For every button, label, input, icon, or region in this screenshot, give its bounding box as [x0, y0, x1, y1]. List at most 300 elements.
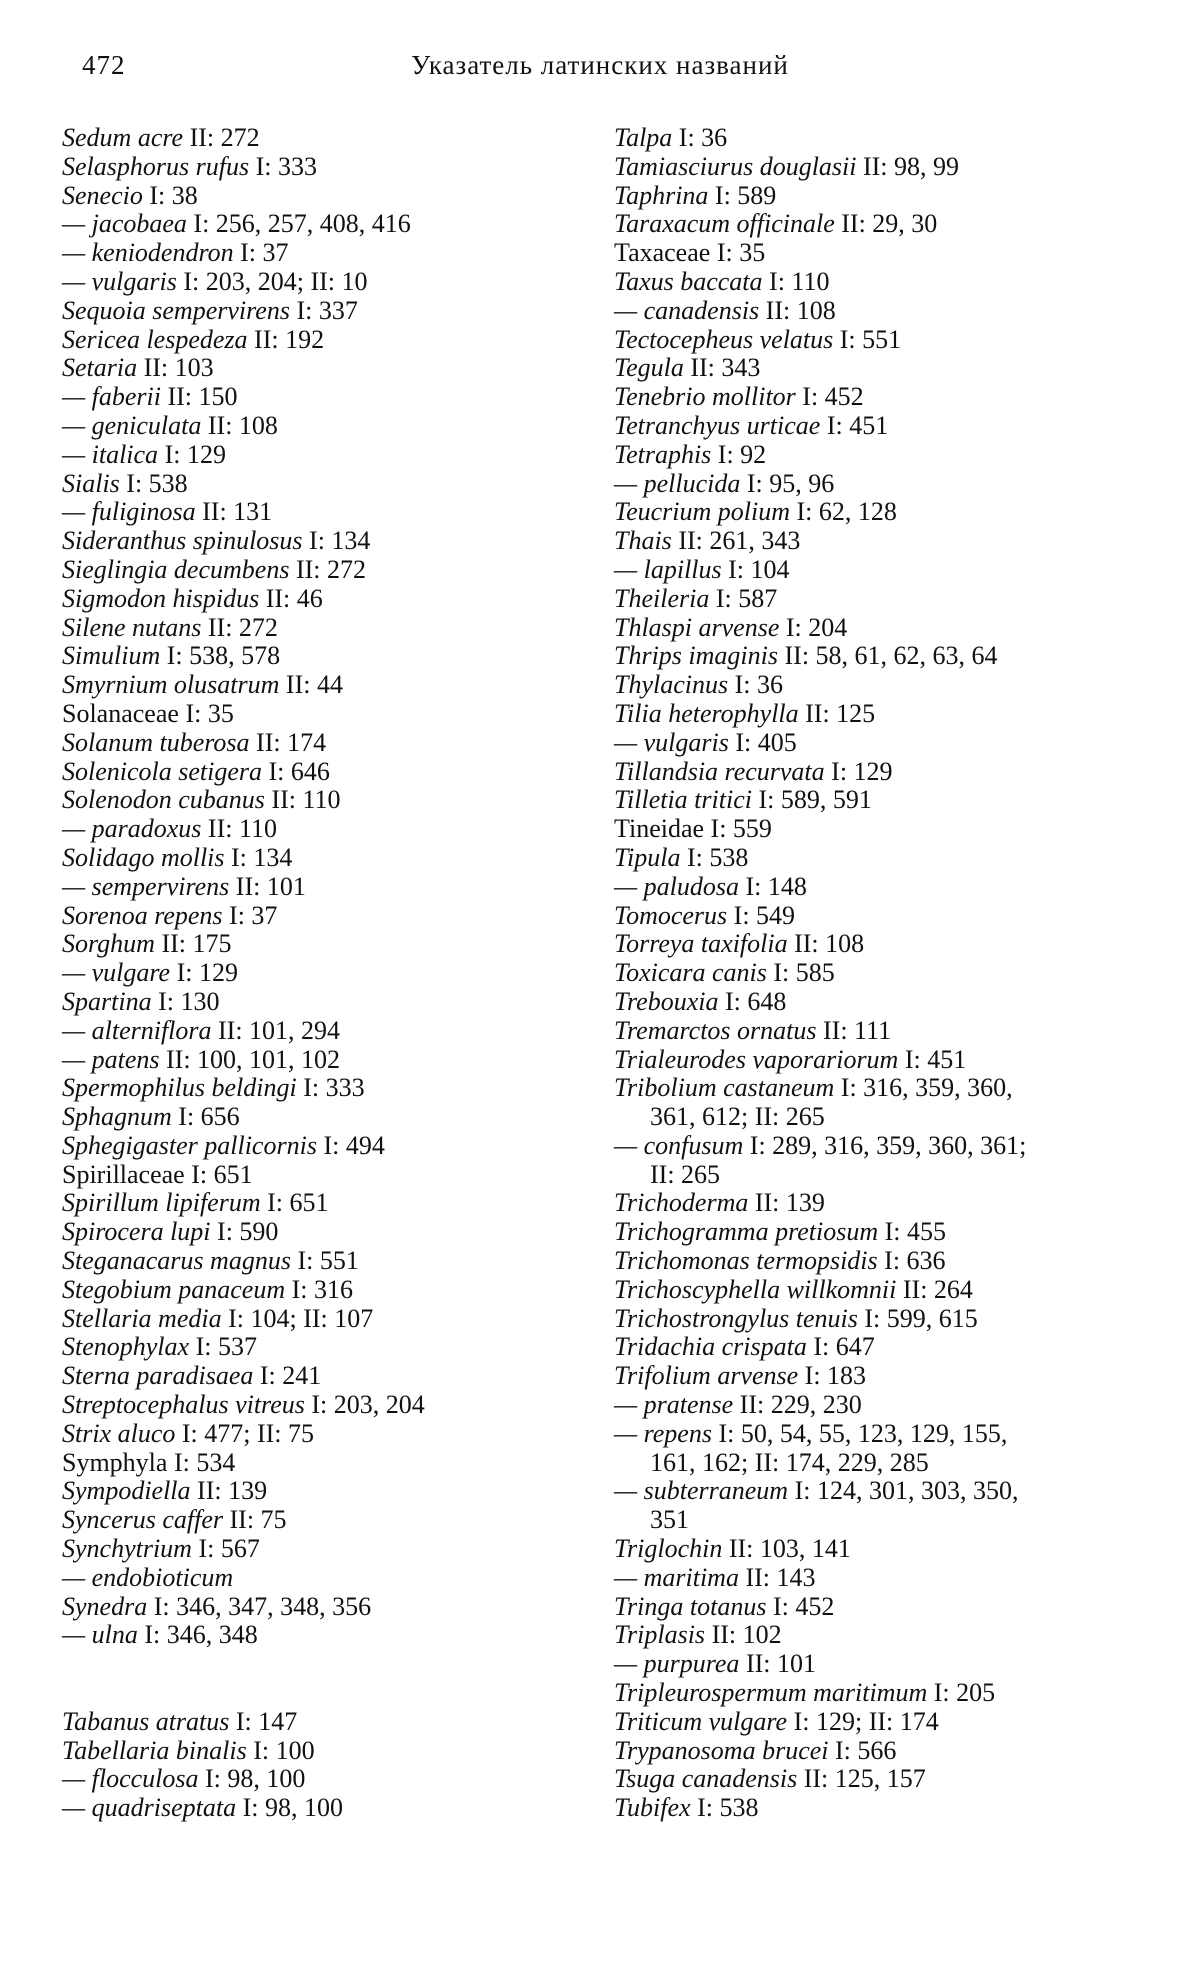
entry-references: I: 148 [738, 871, 807, 901]
entry-references: I: 333 [296, 1073, 365, 1103]
entry-references: II: 125, 157 [797, 1764, 926, 1794]
index-entry [62, 441, 602, 470]
entry-name: — alterniflora [62, 1015, 212, 1045]
entry-name: Sericea lespedeza [62, 324, 248, 354]
entry-name: 361, 612; II: 265 [650, 1102, 825, 1132]
entry-name: Tetranchyus urticae [614, 410, 821, 440]
entry-references: I: 651 [260, 1188, 329, 1218]
entry-name: — fuliginosa [62, 497, 196, 527]
entry-name: Tringa totanus [614, 1591, 767, 1621]
index-entry [614, 585, 1184, 614]
index-entry [62, 1391, 602, 1420]
entry-name: — jacobaea [62, 209, 187, 239]
index-entry [62, 671, 602, 700]
index-entry [62, 1161, 602, 1190]
index-entry [62, 1247, 602, 1276]
index-entry [62, 1449, 602, 1478]
index-entry [614, 1477, 1184, 1506]
entry-name: Tomocerus [614, 900, 728, 930]
entry-name: Solenodon cubanus [62, 785, 265, 815]
entry-name: Sieglingia decumbens [62, 554, 290, 584]
index-entry [614, 326, 1184, 355]
index-entry [62, 556, 602, 585]
entry-name: Trialeurodes vaporariorum [614, 1044, 899, 1074]
entry-name: — vulgaris [62, 266, 177, 296]
index-entry [614, 959, 1184, 988]
entry-references: I: 451 [898, 1044, 967, 1074]
entry-references: I: 534 [167, 1447, 236, 1477]
entry-references: II: 343 [683, 353, 761, 383]
entry-references: II: 139 [190, 1476, 268, 1506]
entry-references: II: 75 [223, 1505, 287, 1535]
index-entry [62, 585, 602, 614]
entry-name: Stellaria media [62, 1303, 222, 1333]
entry-references: I: 559 [704, 814, 772, 844]
entry-name: Taxaceae [614, 238, 711, 268]
entry-references: I: 566 [828, 1735, 897, 1765]
entry-name: Solanaceae [62, 698, 179, 728]
entry-references: I: 405 [728, 727, 797, 757]
entry-references: II: 29, 30 [834, 209, 938, 239]
entry-name: Trebouxia [614, 986, 719, 1016]
entry-references: I: 104; II: 107 [221, 1303, 374, 1333]
index-entry [614, 1161, 1184, 1190]
entry-name: Tabellaria binalis [62, 1735, 247, 1765]
entry-references: I: 455 [878, 1217, 947, 1247]
index-entry [62, 700, 602, 729]
entry-name: — vulgare [62, 958, 171, 988]
index-entry [614, 354, 1184, 383]
index-entry [614, 700, 1184, 729]
entry-name: — keniodendron [62, 238, 234, 268]
entry-name: — maritima [614, 1562, 739, 1592]
index-entry [614, 182, 1184, 211]
index-entry [62, 1103, 602, 1132]
entry-name: Tilia heterophylla [614, 698, 799, 728]
index-entry [614, 902, 1184, 931]
index-entry [62, 930, 602, 959]
entry-references: I: 100 [246, 1735, 315, 1765]
entry-name: Senecio [62, 180, 143, 210]
index-entry [62, 153, 602, 182]
entry-name: Taphrina [614, 180, 709, 210]
index-entry [62, 1017, 602, 1046]
index-entry [62, 210, 602, 239]
entry-references: II: 101, 294 [211, 1015, 341, 1045]
entry-name: Tilletia tritici [614, 785, 752, 815]
entry-name: — pratense [614, 1390, 734, 1420]
entry-name: — subterraneum [614, 1476, 789, 1506]
entry-name: Sphegigaster pallicornis [62, 1130, 317, 1160]
entry-references: I: 452 [766, 1591, 835, 1621]
entry-name: Toxicara canis [614, 958, 767, 988]
index-entry [614, 1276, 1184, 1305]
entry-references: I: 590 [210, 1217, 279, 1247]
entry-references: I: 98, 100 [198, 1764, 306, 1794]
index-entry [62, 239, 602, 268]
entry-name: Thylacinus [614, 670, 729, 700]
entry-references: I: 130 [151, 986, 220, 1016]
index-entry [62, 614, 602, 643]
entry-references: I: 289, 316, 359, 360, 361; [743, 1130, 1027, 1160]
entry-references: I: 110 [762, 266, 830, 296]
entry-references: I: 585 [766, 958, 835, 988]
entry-references: I: 538 [119, 468, 188, 498]
entry-name: Solenicola setigera [62, 756, 263, 786]
entry-name: Sigmodon hispidus [62, 583, 260, 613]
entry-references: I: 551 [290, 1246, 359, 1276]
entry-name: Tegula [614, 353, 684, 383]
entry-name: Stenophylax [62, 1332, 190, 1362]
entry-references: II: 139 [748, 1188, 825, 1218]
index-entry [614, 1593, 1184, 1622]
index-entry [62, 1621, 602, 1650]
index-entry [62, 1420, 602, 1449]
index-entry [614, 383, 1184, 412]
entry-name: Taxus baccata [614, 266, 763, 296]
index-entry [614, 642, 1184, 671]
entry-references: I: 129; II: 174 [787, 1706, 939, 1736]
entry-name: Tribolium castaneum [614, 1073, 835, 1103]
index-entry [614, 1391, 1184, 1420]
entry-references: I: 134 [224, 842, 293, 872]
entry-name: Tremarctos ornatus [614, 1015, 817, 1045]
entry-references: I: 50, 54, 55, 123, 129, 155, [711, 1418, 1008, 1448]
entry-references: I: 337 [289, 295, 358, 325]
index-entry [614, 239, 1184, 268]
entry-references: I: 494 [316, 1130, 385, 1160]
index-entry [614, 1247, 1184, 1276]
page-number: 472 [82, 50, 126, 80]
entry-references: I: 589 [708, 180, 777, 210]
index-entry [614, 815, 1184, 844]
entry-name: Silene nutans [62, 612, 202, 642]
entry-references: II: 174 [249, 727, 327, 757]
entry-name: II: 265 [650, 1159, 721, 1189]
entry-name: Smyrnium olusatrum [62, 670, 280, 700]
entry-references: I: 203, 204 [304, 1390, 425, 1420]
index-entry [614, 441, 1184, 470]
entry-name: Spirocera lupi [62, 1217, 211, 1247]
entry-name: Sphagnum [62, 1102, 172, 1132]
entry-references: II: 58, 61, 62, 63, 64 [778, 641, 998, 671]
entry-references: II: 101 [739, 1649, 816, 1679]
index-entry [62, 470, 602, 499]
entry-references: I: 451 [820, 410, 889, 440]
entry-references: I: 538, 578 [160, 641, 281, 671]
entry-name: Triplasis [614, 1620, 706, 1650]
entry-name: Sorenoa repens [62, 900, 223, 930]
entry-name: Triglochin [614, 1534, 723, 1564]
index-entry [614, 1449, 1184, 1478]
entry-references: II: 229, 230 [733, 1390, 862, 1420]
entry-name: Sympodiella [62, 1476, 191, 1506]
entry-name: Trichostrongylus tenuis [614, 1303, 858, 1333]
index-entry [614, 758, 1184, 787]
entry-references: I: 38 [142, 180, 198, 210]
entry-name: — paludosa [614, 871, 739, 901]
entry-references: I: 92 [711, 439, 767, 469]
index-entry [62, 412, 602, 441]
entry-references: II: 272 [289, 554, 366, 584]
index-entry [614, 1420, 1184, 1449]
index-entry [62, 182, 602, 211]
index-entry [62, 1794, 602, 1823]
entry-name: — confusum [614, 1130, 744, 1160]
entry-name: Trichoscyphella willkomnii [614, 1274, 897, 1304]
entry-references: I: 587 [709, 583, 778, 613]
index-entry [62, 1362, 602, 1391]
entry-name: Tipula [614, 842, 681, 872]
entry-name: Tetraphis [614, 439, 712, 469]
entry-references: I: 35 [710, 238, 766, 268]
entry-name: Tectocepheus velatus [614, 324, 834, 354]
entry-references: I: 646 [262, 756, 330, 786]
entry-name: Solidago mollis [62, 842, 225, 872]
index-column-left [62, 124, 602, 1823]
index-entry [614, 527, 1184, 556]
index-entry [62, 988, 602, 1017]
index-entry [614, 1564, 1184, 1593]
index-entry [614, 210, 1184, 239]
entry-references: I: 333 [249, 151, 317, 181]
entry-name: — vulgaris [614, 727, 729, 757]
entry-references: I: 567 [191, 1534, 260, 1564]
entry-name: Tridachia crispata [614, 1332, 807, 1362]
entry-references: I: 37 [233, 238, 289, 268]
entry-references: I: 36 [672, 123, 728, 152]
index-entry [614, 297, 1184, 326]
index-entry [614, 124, 1184, 153]
entry-name: Synedra [62, 1591, 148, 1621]
entry-references: I: 205 [927, 1678, 996, 1708]
index-entry [614, 1017, 1184, 1046]
entry-name: Spartina [62, 986, 152, 1016]
entry-references: I: 129 [824, 756, 893, 786]
entry-name: Trichogramma pretiosum [614, 1217, 879, 1247]
index-entry [614, 1103, 1184, 1132]
entry-references: I: 35 [178, 698, 234, 728]
entry-name: — lapillus [614, 554, 722, 584]
index-entry [62, 815, 602, 844]
index-entry [62, 959, 602, 988]
index-entry [62, 1477, 602, 1506]
entry-name: Thlaspi arvense [614, 612, 780, 642]
entry-references: II: 101 [229, 871, 306, 901]
index-entry [62, 1593, 602, 1622]
index-entry [614, 930, 1184, 959]
index-entry [62, 498, 602, 527]
entry-name: — quadriseptata [62, 1793, 237, 1823]
entry-references: II: 175 [154, 929, 232, 959]
entry-name: Sedum acre [62, 123, 184, 152]
index-entry [614, 1074, 1184, 1103]
entry-name: 161, 162; II: 174, 229, 285 [650, 1447, 929, 1477]
entry-references: I: 589, 591 [751, 785, 872, 815]
index-entry [62, 873, 602, 902]
entry-name: Tubifex [614, 1793, 691, 1823]
entry-name: Synchytrium [62, 1534, 192, 1564]
entry-name: Thrips imaginis [614, 641, 778, 671]
entry-name: Selasphorus rufus [62, 151, 250, 181]
running-head: Указатель латинских названий [411, 50, 789, 80]
entry-name: Talpa [614, 123, 673, 152]
entry-references: I: 648 [718, 986, 787, 1016]
entry-references: I: 538 [690, 1793, 759, 1823]
entry-name: Spirillum lipiferum [62, 1188, 261, 1218]
entry-references: II: 102 [705, 1620, 782, 1650]
entry-name: — endobioticum [62, 1562, 234, 1592]
entry-name: Sterna paradisaea [62, 1361, 254, 1391]
entry-references: II: 100, 101, 102 [159, 1044, 341, 1074]
index-entry [614, 729, 1184, 758]
entry-references: I: 549 [727, 900, 796, 930]
entry-name: Symphyla [62, 1447, 168, 1477]
entry-name: Simulium [62, 641, 161, 671]
entry-references: I: 37 [222, 900, 278, 930]
entry-name: Sialis [62, 468, 120, 498]
entry-references: I: 452 [795, 382, 864, 412]
entry-references: I: 346, 348 [137, 1620, 258, 1650]
index-entry [614, 1218, 1184, 1247]
entry-name: Tabanus atratus [62, 1706, 230, 1736]
index-entry [62, 1535, 602, 1564]
entry-references: II: 264 [896, 1274, 973, 1304]
entry-name: Tillandsia recurvata [614, 756, 825, 786]
index-entry [62, 1074, 602, 1103]
entry-name: Sorghum [62, 929, 155, 959]
index-entry [614, 1132, 1184, 1161]
index-entry [614, 671, 1184, 700]
index-entry [614, 556, 1184, 585]
index-entry [614, 1046, 1184, 1075]
entry-references: I: 98, 100 [236, 1793, 343, 1823]
index-entry [62, 1305, 602, 1334]
entry-references: I: 203, 204; II: 10 [176, 266, 368, 296]
entry-references: I: 104 [721, 554, 790, 584]
entry-references: II: 103, 141 [722, 1534, 851, 1564]
entry-name: Strix aluco [62, 1418, 176, 1448]
index-entry [62, 383, 602, 412]
entry-references: I: 204 [779, 612, 848, 642]
index-entry [62, 124, 602, 153]
entry-references: II: 110 [201, 814, 277, 844]
index-entry [614, 412, 1184, 441]
entry-references: I: 651 [184, 1159, 253, 1189]
index-entry [62, 1132, 602, 1161]
entry-name: 351 [650, 1505, 689, 1535]
index-entry [614, 1794, 1184, 1823]
entry-references: II: 103 [137, 353, 214, 383]
entry-references: II: 108 [201, 410, 278, 440]
entry-references: II: 272 [201, 612, 278, 642]
entry-references: I: 134 [302, 526, 371, 556]
entry-name: Tamiasciurus douglasii [614, 151, 857, 181]
entry-name: — paradoxus [62, 814, 202, 844]
index-entry [614, 844, 1184, 873]
index-entry [614, 1621, 1184, 1650]
index-entry [614, 988, 1184, 1017]
entry-name: — flocculosa [62, 1764, 199, 1794]
index-entry [62, 354, 602, 383]
entry-references: I: 656 [171, 1102, 240, 1132]
index-entry [614, 1535, 1184, 1564]
entry-references: II: 143 [738, 1562, 816, 1592]
entry-references: I: 316 [285, 1274, 354, 1304]
entry-references: II: 150 [160, 382, 238, 412]
entry-name: Torreya taxifolia [614, 929, 788, 959]
entry-references: II: 111 [816, 1015, 892, 1045]
entry-references: I: 551 [833, 324, 902, 354]
entry-references: II: 108 [787, 929, 865, 959]
index-entry [62, 642, 602, 671]
index-entry [62, 1189, 602, 1218]
entry-references: I: 316, 359, 360, [834, 1073, 1013, 1103]
entry-name: Teucrium polium [614, 497, 790, 527]
entry-name: — purpurea [614, 1649, 740, 1679]
entry-references: II: 261, 343 [671, 526, 801, 556]
entry-references: II: 125 [798, 698, 876, 728]
index-entry [62, 1333, 602, 1362]
entry-references: I: 36 [728, 670, 783, 700]
entry-references: I: 129 [158, 439, 226, 469]
entry-name: Trifolium arvense [614, 1361, 799, 1391]
index-entry [62, 1737, 602, 1766]
entry-name: — sempervirens [62, 871, 230, 901]
index-entry [614, 1305, 1184, 1334]
index-entry [614, 153, 1184, 182]
entry-references: I: 62, 128 [790, 497, 897, 527]
index-entry [614, 786, 1184, 815]
index-entry [62, 1564, 602, 1593]
entry-name: Theileria [614, 583, 710, 613]
entry-name: Thais [614, 526, 672, 556]
index-entry [614, 268, 1184, 297]
entry-name: — ulna [62, 1620, 138, 1650]
index-entry [614, 1189, 1184, 1218]
entry-references: I: 256, 257, 408, 416 [186, 209, 411, 239]
index-entry [614, 614, 1184, 643]
index-column-right [614, 124, 1184, 1823]
entry-references: I: 129 [170, 958, 238, 988]
entry-name: Setaria [62, 353, 138, 383]
entry-references: II: 108 [759, 295, 836, 325]
entry-name: Triticum vulgare [614, 1706, 788, 1736]
entry-name: — italica [62, 439, 159, 469]
index-entry [62, 1765, 602, 1794]
entry-name: Tenebrio mollitor [614, 382, 796, 412]
entry-name: Sideranthus spinulosus [62, 526, 303, 556]
index-entry [614, 1679, 1184, 1708]
entry-references: I: 477; II: 75 [175, 1418, 315, 1448]
entry-references: II: 131 [195, 497, 273, 527]
index-entry [614, 1362, 1184, 1391]
entry-name: Sequoia sempervirens [62, 295, 290, 325]
index-entry [62, 268, 602, 297]
entry-references: II: 46 [259, 583, 323, 613]
entry-references: II: 44 [279, 670, 343, 700]
entry-references: I: 537 [189, 1332, 257, 1362]
entry-name: Tripleurospermum maritimum [614, 1678, 928, 1708]
entry-name: Steganacarus magnus [62, 1246, 291, 1276]
entry-name: Solanum tuberosa [62, 727, 250, 757]
entry-references: I: 538 [680, 842, 749, 872]
index-entry [614, 498, 1184, 527]
index-entry [62, 1506, 602, 1535]
entry-name: — faberii [62, 382, 161, 412]
entry-name: Spermophilus beldingi [62, 1073, 297, 1103]
entry-name: — repens [614, 1418, 712, 1448]
